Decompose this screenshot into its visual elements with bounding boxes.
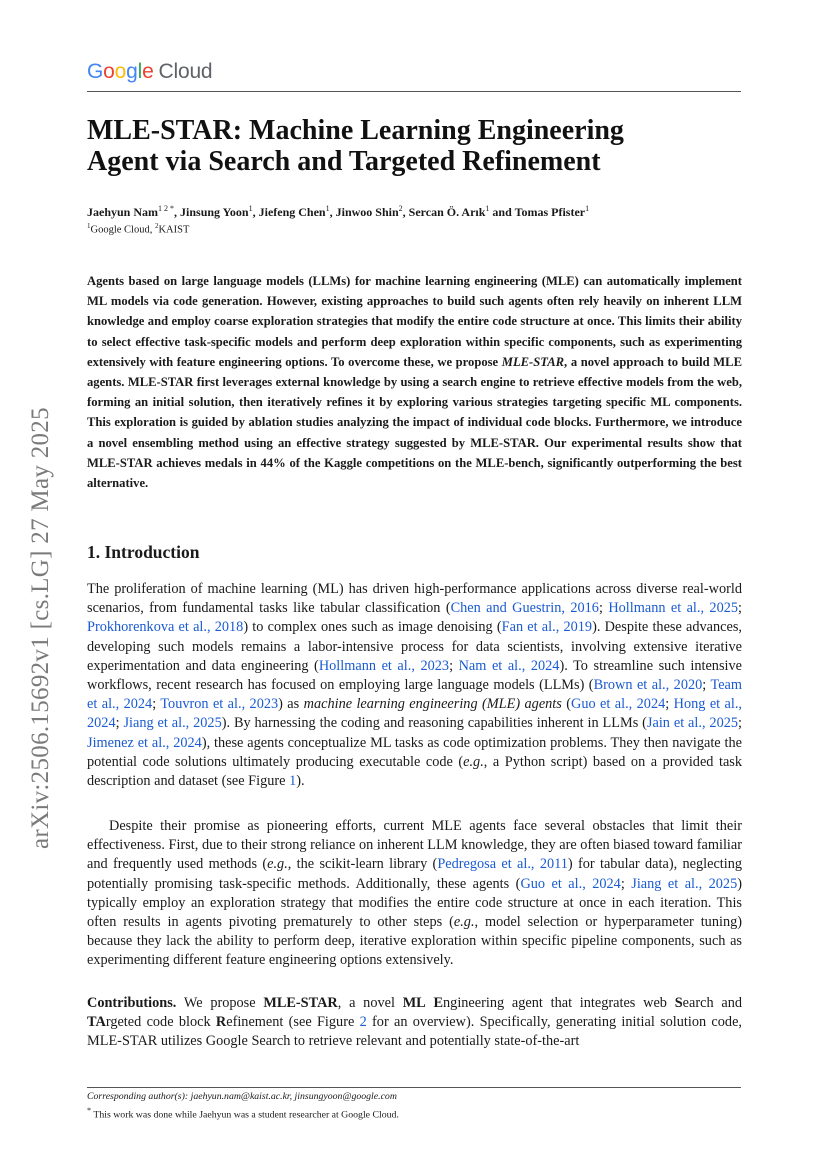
paragraph-text: ) as <box>278 696 304 713</box>
citation-link[interactable]: Prokhorenkova et al., 2018 <box>87 619 244 636</box>
affiliations: $^1$Google Cloud, $^2$KAIST <box>87 222 190 236</box>
title-line-1: MLE-STAR: Machine Learning Engineering <box>87 115 624 146</box>
paragraph-text: ; <box>620 875 632 892</box>
bold-text: TA <box>87 1014 106 1031</box>
student-researcher-note: * This work was done while Jaehyun was a student researcher at Google Cloud. <box>87 1106 399 1121</box>
citation-link[interactable]: Jimenez et al., 2024 <box>87 734 202 751</box>
paragraph-text: ) to complex ones such as image denoising ( <box>243 619 502 636</box>
bold-text: Contributions. <box>87 995 177 1011</box>
author-name: Sercan Ö. Arık <box>408 205 486 219</box>
paragraph-text: ; <box>738 715 743 732</box>
paper-title <box>87 115 737 177</box>
paragraph-text: We propose <box>176 995 264 1011</box>
citation-link[interactable]: Touvron et al., 2023 <box>160 696 279 713</box>
emphasis-text: e.g. <box>453 914 475 931</box>
author-affiliation-mark: 2 <box>398 204 403 213</box>
intro-paragraph-1 <box>87 580 742 791</box>
header-divider <box>87 91 741 92</box>
paragraph-text: , a novel <box>337 995 403 1011</box>
bold-text: S <box>674 995 683 1011</box>
paragraph-text: efinement (see Figure <box>226 1014 360 1031</box>
intro-paragraph-2 <box>87 817 742 971</box>
paragraph-text: rgeted code block <box>105 1014 216 1031</box>
citation-link[interactable]: Pedregosa et al., 2011 <box>437 856 568 873</box>
title-line-2: Agent via Search and Targeted Refinement <box>87 146 601 177</box>
citation-link[interactable]: Fan et al., 2019 <box>501 619 593 636</box>
author-list <box>87 204 589 220</box>
citation-link[interactable]: Chen and Guestrin, 2016 <box>450 600 599 617</box>
citation-link[interactable]: Nam et al., 2024 <box>458 657 560 674</box>
emphasis-text: e.g. <box>267 856 288 873</box>
paragraph-text: ). By harnessing the coding and reasoning capabilities inherent in LLMs ( <box>221 715 647 732</box>
author-name: Jinwoo Shin <box>335 205 399 219</box>
paragraph-text: ngineering agent that integrates web <box>443 995 675 1011</box>
paragraph-text: earch and <box>682 995 742 1011</box>
citation-link[interactable]: Jiang et al., 2025 <box>123 715 222 732</box>
author-affiliation-mark: 1 2 * <box>158 204 175 213</box>
author-separator: , <box>329 205 336 219</box>
bold-text: R <box>215 1014 227 1031</box>
paragraph-text: ; <box>152 696 161 713</box>
author-separator: , <box>174 205 181 219</box>
citation-link[interactable]: 1 <box>289 773 297 790</box>
paragraph-text: Despite their promise as pioneering efforts, current MLE agents face several obstacles that limit their effectiveness. First, due to their strong reliance on inherent LLM knowledge, they are often biased toward familiar and frequently used methods ( <box>87 818 742 873</box>
author-name: Tomas Pfister <box>514 205 586 219</box>
paragraph-text: The proliferation of machine learning (ML) has driven high-performance applications across diverse real-world scenarios, from fundamental tasks like tabular classification ( <box>87 581 742 617</box>
paragraph-text: ; <box>115 715 124 732</box>
bold-text: MLE-STAR <box>263 995 338 1011</box>
section-heading-introduction: 1. Introduction <box>87 542 200 562</box>
bold-text: ML <box>402 995 426 1011</box>
bold-text: E <box>433 995 444 1011</box>
paragraph-text: ; <box>702 677 711 694</box>
citation-link[interactable]: Hong et al., 2024 <box>87 696 743 732</box>
paragraph-text: ). <box>296 773 305 790</box>
emphasis-text: e.g. <box>463 753 484 770</box>
citation-link[interactable]: Jiang et al., 2025 <box>631 875 738 892</box>
paragraph-text: ; <box>665 696 674 713</box>
paragraph-text: ) typically employ an exploration strategy that modifies the entire code structure at once in each iteration. This often results in agents pivoting prematurely to other steps ( <box>87 875 742 931</box>
citation-link[interactable]: Jain et al., 2025 <box>646 715 739 732</box>
footnote-divider <box>87 1087 741 1088</box>
author-name: Jinsung Yoon <box>180 205 249 219</box>
citation-link[interactable]: Hollmann et al., 2023 <box>318 657 450 674</box>
citation-link[interactable]: Guo et al., 2024 <box>571 696 666 713</box>
paragraph-text: ). Despite these advances, developing such models remains a labor-intensive process for data scientists, involving extensive iterative experimentation and data engineering ( <box>87 619 743 674</box>
corresponding-author-note: Corresponding author(s): jaehyun.nam@kaist.ac.kr, jinsungyoon@google.com <box>87 1091 397 1102</box>
author-affiliation-mark: 1 <box>325 204 330 213</box>
author-affiliation-mark: 1 <box>248 204 253 213</box>
author-separator: , <box>402 205 409 219</box>
arxiv-side-stamp: arXiv:2506.15692v1 [cs.LG] 27 May 2025 <box>27 407 54 849</box>
citation-link[interactable]: Brown et al., 2020 <box>593 677 703 694</box>
paragraph-text: ). To streamline such intensive workflows, recent research has focused on employing large language models (LLMs) ( <box>87 657 742 694</box>
author-name: Jaehyun Nam <box>87 205 159 219</box>
citation-link[interactable]: Hollmann et al., 2025 <box>608 600 739 617</box>
google-cloud-logo: Google Cloud <box>87 60 213 83</box>
abstract: Agents based on large language models (LLMs) for machine learning engineering (MLE) can automatically implement ML models via code generation. However, existing approaches to build such agents often rely heavily on inherent LLM knowledge and employ coarse exploration strategies that modify the entire code structure at once. This limits their ability to select effective task-specific models and perform deep exploration within specific components, such as experimenting extensively with feature engineering options. To overcome these, we propose MLE-STAR, a novel approach to build MLE agents. MLE-STAR first leverages external knowledge by using a search engine to retrieve effective models from the web, forming an initial solution, then iteratively refines it by exploring various strategies targeting specific ML components. This exploration is guided by ablation studies analyzing the impact of individual code blocks. Furthermore, we introduce a novel ensembling method using an effective strategy suggested by MLE-STAR. Our experimental results show that MLE-STAR achieves medals in 44% of the Kaggle competitions on the MLE-bench, significantly outperforming the best alternative. <box>87 274 742 491</box>
paragraph-text: , a Python script) based on a provided task description and dataset (see Figure <box>87 753 742 790</box>
citation-link[interactable]: 2 <box>359 1014 367 1031</box>
citation-link[interactable]: Guo et al., 2024 <box>520 875 621 892</box>
paragraph-text: ; <box>449 657 459 674</box>
paragraph-text: ) for tabular data), neglecting potentially promising task-specific methods. Additionally, these agents ( <box>87 856 743 892</box>
paragraph-text: , the scikit-learn library ( <box>287 856 438 873</box>
emphasis-text: machine learning engineering (MLE) agents <box>303 696 562 713</box>
paragraph-text: ; <box>598 600 609 617</box>
paragraph-text: ( <box>561 696 572 713</box>
author-separator: , <box>252 205 259 219</box>
contributions-paragraph <box>87 994 742 1052</box>
author-affiliation-mark: 1 <box>585 204 590 213</box>
author-separator: and <box>489 205 515 219</box>
paragraph-text: ), these agents conceptualize ML tasks as code optimization problems. They then navigate the potential code solutions ultimately producing executable code ( <box>87 734 742 770</box>
paragraph-text: ; <box>738 600 743 617</box>
author-name: Jiefeng Chen <box>258 205 326 219</box>
paragraph-text: for an overview). Specifically, generating initial solution code, MLE-STAR utilizes Google Search to retrieve relevant and potentially state-of-the-art <box>87 1014 742 1050</box>
citation-link[interactable]: Team et al., 2024 <box>87 677 742 713</box>
paragraph-text: , model selection or hyperparameter tuning) because they lack the ability to perform deep, iterative exploration within specific pipeline components, such as experimenting different feature engineering options extensively. <box>87 914 742 969</box>
author-affiliation-mark: 1 <box>485 204 490 213</box>
